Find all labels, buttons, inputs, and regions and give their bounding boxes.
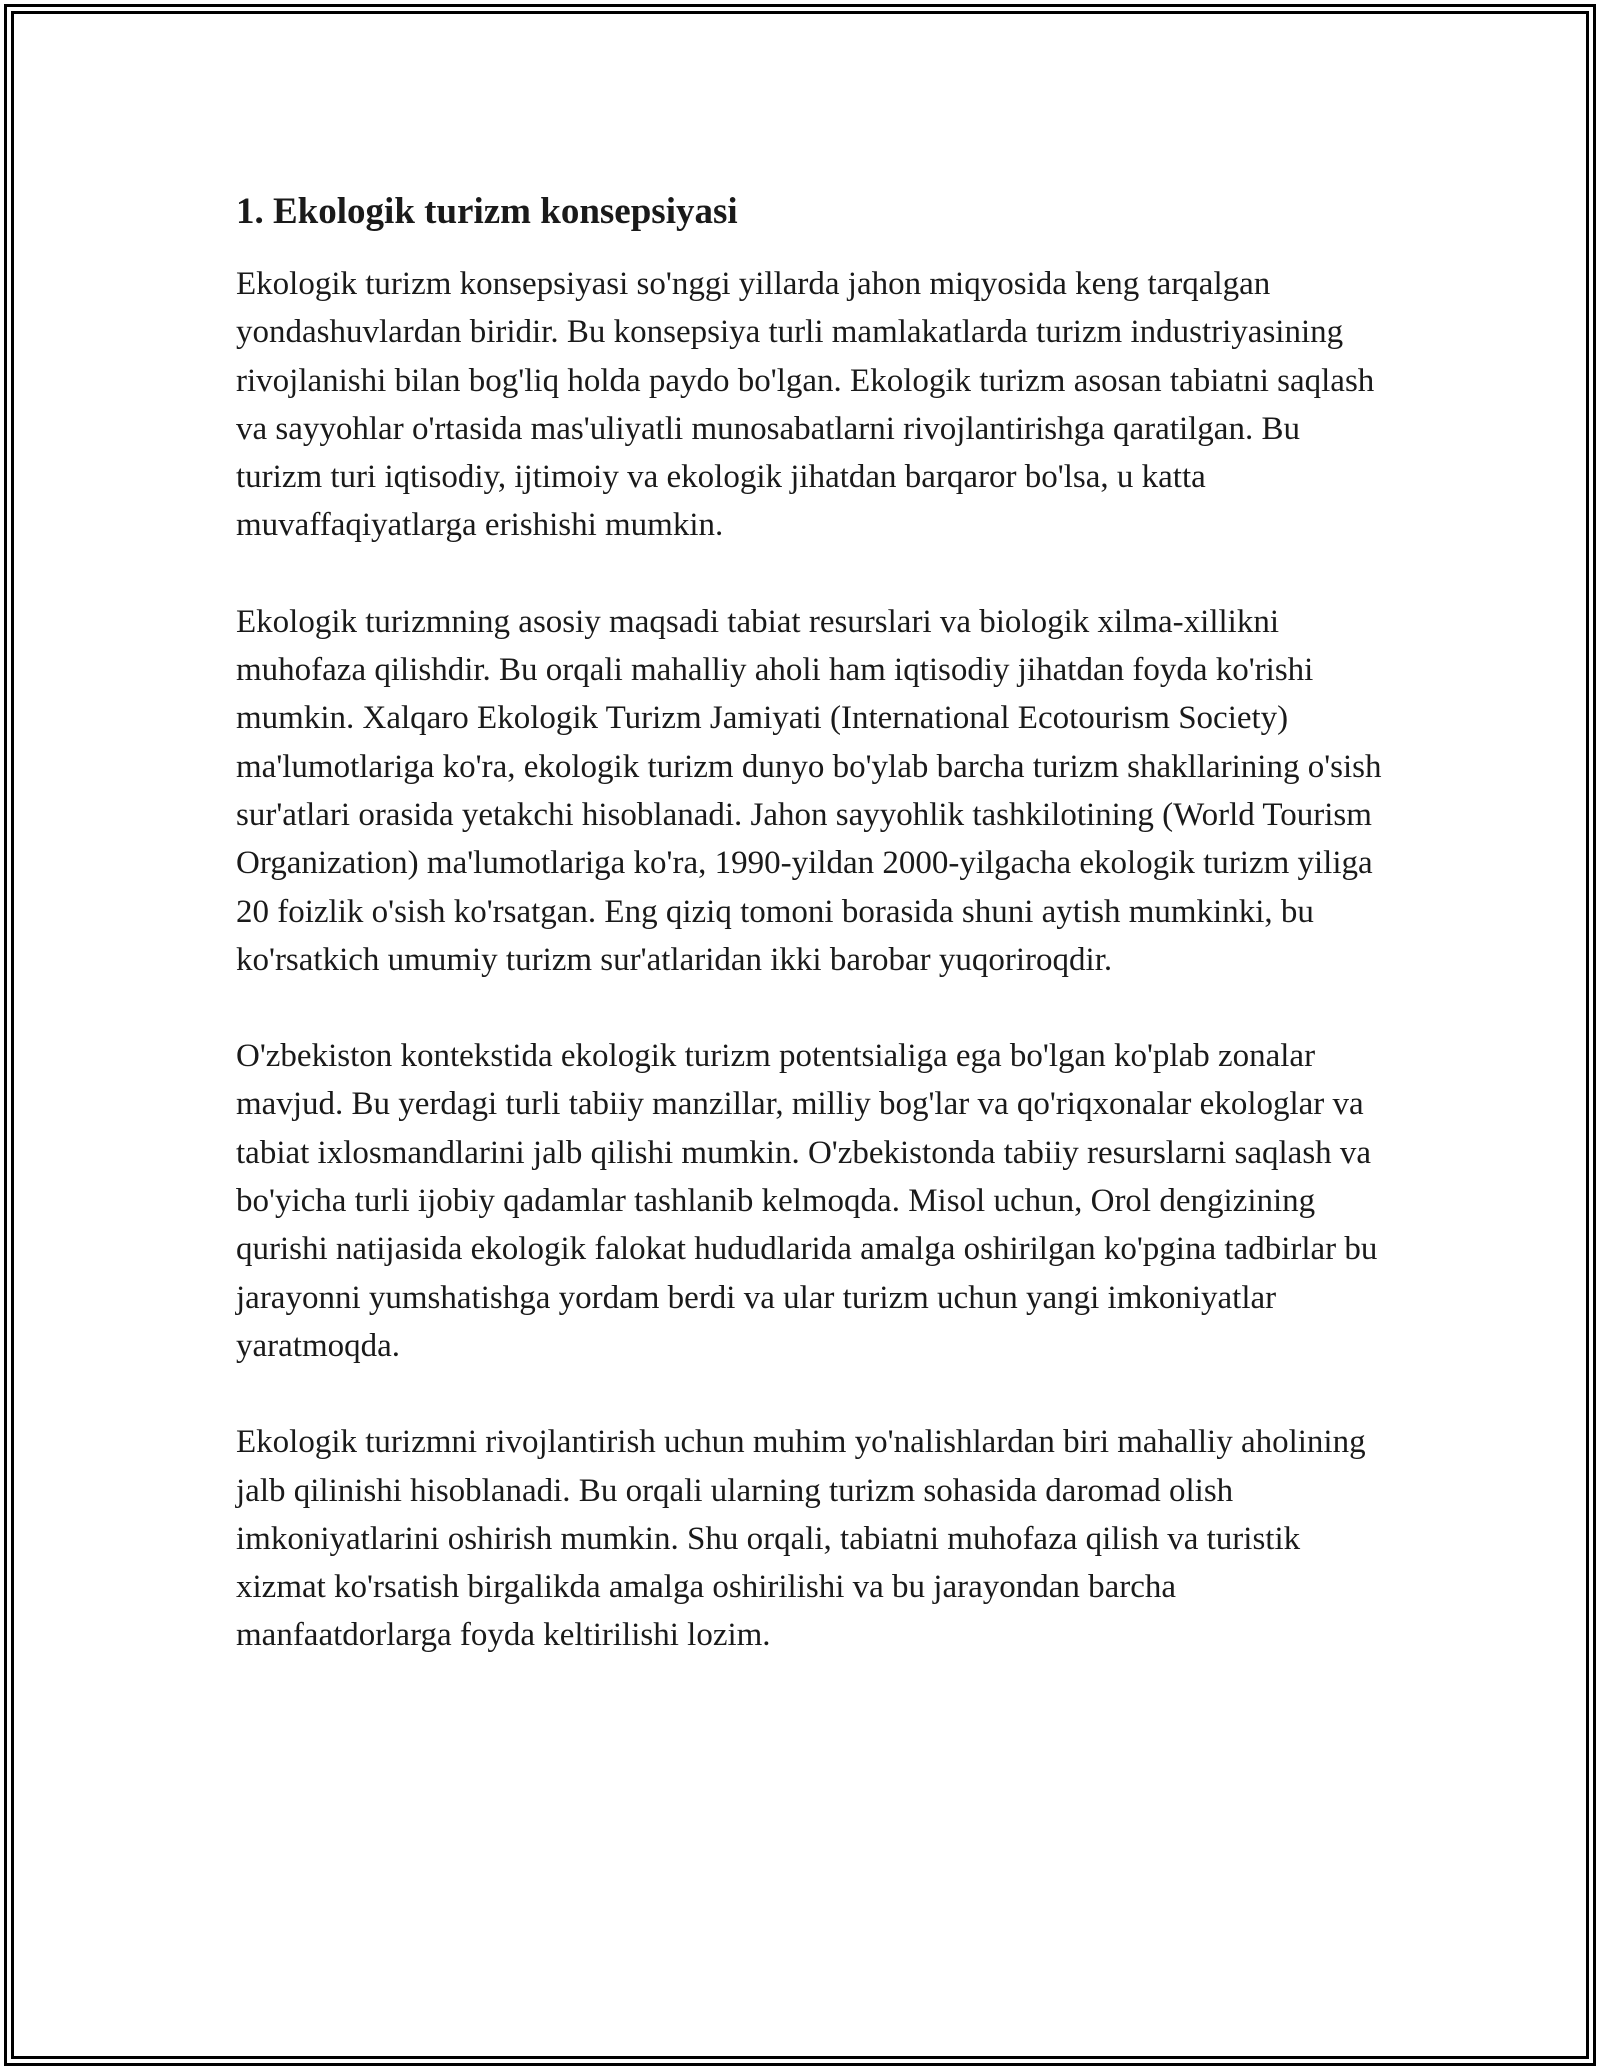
paragraph-2: Ekologik turizmning asosiy maqsadi tabiat resurslari va biologik xilma-xillikni muhofaza qilishdir. Bu orqali mahalliy aholi ham iqtisodiy jihatdan foyda ko'rishi mumkin. Xalqaro Ekologik Turizm Jamiyati (International Ecotourism Society) ma'lumotlariga ko'ra, ekologik turizm dunyo bo'ylab barcha turizm shakllarining o'sish sur'atlari orasida yetakchi hisoblanadi. Jahon sayyohlik tashkilotining (World Tourism Organization) ma'lumotlariga ko'ra, 1990-yildan 2000-yilgacha ekologik turizm yiliga 20 foizlik o'sish ko'rsatgan. Eng qiziq tomoni borasida shuni aytish mumkinki, bu ko'rsatkich umumiy turizm sur'atlaridan ikki barobar yuqoriroqdir. [236, 603, 1382, 978]
document-body [236, 186, 1386, 1708]
paragraph-3: O'zbekiston kontekstida ekologik turizm potentsialiga ega bo'lgan ko'plab zonalar mavjud. Bu yerdagi turli tabiiy manzillar, milliy bog'lar va qo'riqxonalar ekologlar va tabiat ixlosmandlarini jalb qilishi mumkin. O'zbekistonda tabiiy resurslarni saqlash va bo'yicha turli ijobiy qadamlar tashlanib kelmoqda. Misol uchun, Orol dengizining qurishi natijasida ekologik falokat hududlarida amalga oshirilgan ko'pgina tadbirlar bu jarayonni yumshatishga yordam berdi va ular turizm uchun yangi imkoniyatlar yaratmoqda. [236, 1038, 1378, 1364]
paragraph-4: Ekologik turizmni rivojlantirish uchun muhim yo'nalishlardan biri mahalliy aholining jalb qilinishi hisoblanadi. Bu orqali ularning turizm sohasida daromad olish imkoniyatlarini oshirish mumkin. Shu orqali, tabiatni muhofaza qilish va turistik xizmat ko'rsatish birgalikda amalga oshirilishi va bu jarayondan barcha manfaatdorlarga foyda keltirilishi lozim. [236, 1424, 1366, 1654]
paragraph-1: Ekologik turizm konsepsiyasi so'nggi yillarda jahon miqyosida keng tarqalgan yondashuvlardan biridir. Bu konsepsiya turli mamlakatlarda turizm industriyasining rivojlanishi bilan bog'liq holda paydo bo'lgan. Ekologik turizm asosan tabiatni saqlash va sayyohlar o'rtasida mas'uliyatli munosabatlarni rivojlantirishga qaratilgan. Bu turizm turi iqtisodiy, ijtimoiy va ekologik jihatdan barqaror bo'lsa, u katta muvaffaqiyatlarga erishishi mumkin. [236, 266, 1375, 544]
section-heading: 1. Ekologik turizm konsepsiyasi [236, 191, 738, 232]
